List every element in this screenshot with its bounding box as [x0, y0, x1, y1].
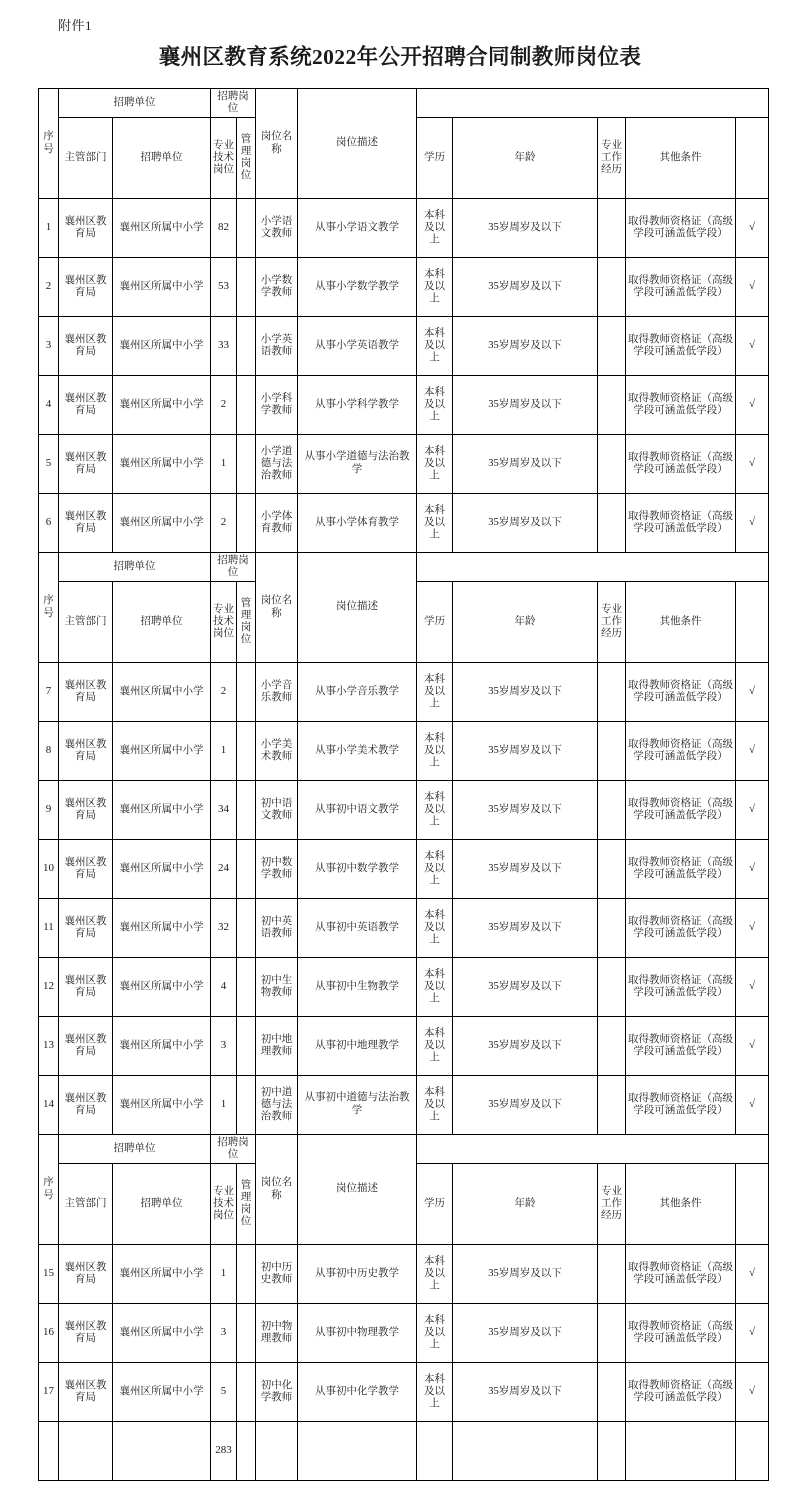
cell-no: 16 [39, 1304, 59, 1363]
table-row [39, 899, 769, 958]
cell-teacher-type: √ [736, 376, 769, 435]
cell-no: 17 [39, 1363, 59, 1422]
table-row [39, 199, 769, 258]
table-row [39, 663, 769, 722]
cell-job-name: 初中语文教师 [256, 781, 298, 840]
cell-job-desc: 从事小学美术教学 [298, 722, 417, 781]
cell-age: 35岁周岁及以下 [453, 199, 598, 258]
cell-experience [598, 1304, 626, 1363]
cell-job-desc: 从事小学语文教学 [298, 199, 417, 258]
cell-age: 35岁周岁及以下 [453, 1245, 598, 1304]
cell-age: 35岁周岁及以下 [453, 899, 598, 958]
cell-dept: 襄州区教育局 [59, 1304, 113, 1363]
cell-unit: 襄州区所属中小学 [113, 781, 211, 840]
cell-mgmt-count [237, 840, 256, 899]
cell-experience [598, 663, 626, 722]
cell-dept: 襄州区教育局 [59, 840, 113, 899]
table-row [39, 1363, 769, 1422]
total-age [453, 1422, 598, 1481]
cell-dept: 襄州区教育局 [59, 958, 113, 1017]
cell-education: 本科及以上 [417, 840, 453, 899]
cell-job-desc: 从事初中语文教学 [298, 781, 417, 840]
cell-no: 4 [39, 376, 59, 435]
header-unit: 招聘单位 [113, 118, 211, 199]
cell-education: 本科及以上 [417, 958, 453, 1017]
cell-mgmt-count [237, 1245, 256, 1304]
cell-no: 10 [39, 840, 59, 899]
header-unit: 招聘单位 [113, 1164, 211, 1245]
cell-no: 15 [39, 1245, 59, 1304]
cell-tech-count: 33 [211, 317, 237, 376]
header-tech-post: 专业技术岗位 [211, 582, 237, 663]
cell-job-desc: 从事初中物理教学 [298, 1304, 417, 1363]
cell-education: 本科及以上 [417, 1304, 453, 1363]
cell-job-name: 初中地理教师 [256, 1017, 298, 1076]
cell-other: 取得教师资格证（高级学段可涵盖低学段） [626, 1076, 736, 1135]
cell-no: 9 [39, 781, 59, 840]
cell-age: 35岁周岁及以下 [453, 1076, 598, 1135]
cell-job-desc: 从事小学英语教学 [298, 317, 417, 376]
cell-dept: 襄州区教育局 [59, 1245, 113, 1304]
cell-experience [598, 840, 626, 899]
cell-education: 本科及以上 [417, 722, 453, 781]
header-other: 其他条件 [626, 118, 736, 199]
cell-job-name: 初中化学教师 [256, 1363, 298, 1422]
header-mgmt-post: 管理岗位 [237, 582, 256, 663]
cell-experience [598, 494, 626, 553]
table-row [39, 958, 769, 1017]
cell-unit: 襄州区所属中小学 [113, 435, 211, 494]
cell-age: 35岁周岁及以下 [453, 663, 598, 722]
cell-unit: 襄州区所属中小学 [113, 1363, 211, 1422]
cell-other: 取得教师资格证（高级学段可涵盖低学段） [626, 317, 736, 376]
cell-other: 取得教师资格证（高级学段可涵盖低学段） [626, 722, 736, 781]
cell-unit: 襄州区所属中小学 [113, 1076, 211, 1135]
cell-no: 3 [39, 317, 59, 376]
cell-other: 取得教师资格证（高级学段可涵盖低学段） [626, 1245, 736, 1304]
cell-no: 2 [39, 258, 59, 317]
cell-tech-count: 1 [211, 435, 237, 494]
cell-experience [598, 258, 626, 317]
cell-tech-count: 4 [211, 958, 237, 1017]
table-row [39, 258, 769, 317]
table-row [39, 494, 769, 553]
header-tech-post: 专业技术岗位 [211, 1164, 237, 1245]
cell-mgmt-count [237, 1363, 256, 1422]
cell-teacher-type: √ [736, 1304, 769, 1363]
cell-experience [598, 435, 626, 494]
cell-tech-count: 1 [211, 722, 237, 781]
cell-no: 7 [39, 663, 59, 722]
cell-mgmt-count [237, 376, 256, 435]
cell-no: 5 [39, 435, 59, 494]
cell-mgmt-count [237, 258, 256, 317]
header-spacer [417, 89, 769, 118]
total-teacher-type [736, 1422, 769, 1481]
cell-no: 11 [39, 899, 59, 958]
cell-teacher-type: √ [736, 663, 769, 722]
cell-experience [598, 1017, 626, 1076]
cell-no: 1 [39, 199, 59, 258]
cell-experience [598, 199, 626, 258]
cell-tech-count: 3 [211, 1017, 237, 1076]
table-row [39, 722, 769, 781]
table-row [39, 1304, 769, 1363]
header-group-post: 招聘岗位 [211, 1135, 256, 1164]
total-job-desc [298, 1422, 417, 1481]
cell-unit: 襄州区所属中小学 [113, 494, 211, 553]
cell-dept: 襄州区教育局 [59, 1017, 113, 1076]
cell-unit: 襄州区所属中小学 [113, 722, 211, 781]
header-group-unit: 招聘单位 [59, 1135, 211, 1164]
cell-dept: 襄州区教育局 [59, 663, 113, 722]
cell-mgmt-count [237, 1304, 256, 1363]
cell-dept: 襄州区教育局 [59, 494, 113, 553]
cell-teacher-type: √ [736, 1363, 769, 1422]
cell-other: 取得教师资格证（高级学段可涵盖低学段） [626, 1363, 736, 1422]
cell-experience [598, 781, 626, 840]
cell-other: 取得教师资格证（高级学段可涵盖低学段） [626, 1017, 736, 1076]
cell-job-desc: 从事初中化学教学 [298, 1363, 417, 1422]
header-dept: 主管部门 [59, 118, 113, 199]
cell-teacher-type: √ [736, 781, 769, 840]
cell-mgmt-count [237, 781, 256, 840]
cell-job-name: 小学语文教师 [256, 199, 298, 258]
header-job-desc: 岗位描述 [298, 1135, 417, 1245]
header-no: 序号 [39, 1135, 59, 1245]
table-row [39, 1076, 769, 1135]
cell-unit: 襄州区所属中小学 [113, 1304, 211, 1363]
cell-tech-count: 1 [211, 1245, 237, 1304]
cell-no: 13 [39, 1017, 59, 1076]
header-job-name: 岗位名称 [256, 553, 298, 663]
cell-education: 本科及以上 [417, 1363, 453, 1422]
cell-job-desc: 从事小学体育教学 [298, 494, 417, 553]
cell-mgmt-count [237, 958, 256, 1017]
page-title: 襄州区教育系统2022年公开招聘合同制教师岗位表 [158, 45, 642, 69]
table-row [39, 781, 769, 840]
cell-mgmt-count [237, 199, 256, 258]
cell-dept: 襄州区教育局 [59, 435, 113, 494]
cell-no: 12 [39, 958, 59, 1017]
cell-tech-count: 5 [211, 1363, 237, 1422]
cell-dept: 襄州区教育局 [59, 899, 113, 958]
cell-dept: 襄州区教育局 [59, 722, 113, 781]
table-row [39, 840, 769, 899]
cell-education: 本科及以上 [417, 899, 453, 958]
cell-other: 取得教师资格证（高级学段可涵盖低学段） [626, 840, 736, 899]
cell-unit: 襄州区所属中小学 [113, 1245, 211, 1304]
total-other [626, 1422, 736, 1481]
header-education: 学历 [417, 582, 453, 663]
total-job-name [256, 1422, 298, 1481]
cell-other: 取得教师资格证（高级学段可涵盖低学段） [626, 781, 736, 840]
header-age: 年龄 [453, 118, 598, 199]
cell-tech-count: 32 [211, 899, 237, 958]
cell-education: 本科及以上 [417, 1245, 453, 1304]
cell-job-name: 小学音乐教师 [256, 663, 298, 722]
header-group-post: 招聘岗位 [211, 553, 256, 582]
cell-job-desc: 从事初中数学教学 [298, 840, 417, 899]
cell-mgmt-count [237, 435, 256, 494]
cell-teacher-type: √ [736, 840, 769, 899]
cell-unit: 襄州区所属中小学 [113, 958, 211, 1017]
cell-dept: 襄州区教育局 [59, 781, 113, 840]
table-row [39, 1245, 769, 1304]
cell-age: 35岁周岁及以下 [453, 1363, 598, 1422]
cell-other: 取得教师资格证（高级学段可涵盖低学段） [626, 258, 736, 317]
cell-dept: 襄州区教育局 [59, 1363, 113, 1422]
total-unit [113, 1422, 211, 1481]
cell-dept: 襄州区教育局 [59, 258, 113, 317]
header-experience: 专业工作经历 [598, 1164, 626, 1245]
header-dept: 主管部门 [59, 582, 113, 663]
table-row [39, 1017, 769, 1076]
cell-job-name: 小学数学教师 [256, 258, 298, 317]
cell-job-desc: 从事小学科学教学 [298, 376, 417, 435]
cell-unit: 襄州区所属中小学 [113, 317, 211, 376]
cell-job-name: 小学英语教师 [256, 317, 298, 376]
cell-age: 35岁周岁及以下 [453, 258, 598, 317]
table-total-row [39, 1422, 769, 1481]
cell-mgmt-count [237, 1017, 256, 1076]
cell-unit: 襄州区所属中小学 [113, 840, 211, 899]
cell-no: 6 [39, 494, 59, 553]
table-row [39, 376, 769, 435]
cell-job-name: 初中历史教师 [256, 1245, 298, 1304]
cell-unit: 襄州区所属中小学 [113, 199, 211, 258]
header-tech-post: 专业技术岗位 [211, 118, 237, 199]
cell-teacher-type: √ [736, 899, 769, 958]
header-education: 学历 [417, 1164, 453, 1245]
header-mgmt-post: 管理岗位 [237, 118, 256, 199]
cell-teacher-type: √ [736, 258, 769, 317]
cell-job-name: 初中道德与法治教师 [256, 1076, 298, 1135]
header-experience: 专业工作经历 [598, 582, 626, 663]
cell-mgmt-count [237, 663, 256, 722]
header-age: 年龄 [453, 1164, 598, 1245]
cell-education: 本科及以上 [417, 199, 453, 258]
cell-age: 35岁周岁及以下 [453, 435, 598, 494]
cell-tech-count: 34 [211, 781, 237, 840]
cell-other: 取得教师资格证（高级学段可涵盖低学段） [626, 376, 736, 435]
total-education [417, 1422, 453, 1481]
header-other: 其他条件 [626, 582, 736, 663]
cell-dept: 襄州区教育局 [59, 317, 113, 376]
cell-job-name: 初中物理教师 [256, 1304, 298, 1363]
header-group-unit: 招聘单位 [59, 89, 211, 118]
header-mgmt-post: 管理岗位 [237, 1164, 256, 1245]
header-dept: 主管部门 [59, 1164, 113, 1245]
cell-experience [598, 376, 626, 435]
cell-education: 本科及以上 [417, 258, 453, 317]
table-header-row-top [39, 1135, 769, 1164]
cell-no: 14 [39, 1076, 59, 1135]
cell-other: 取得教师资格证（高级学段可涵盖低学段） [626, 958, 736, 1017]
header-spacer [417, 553, 769, 582]
cell-education: 本科及以上 [417, 663, 453, 722]
header-no: 序号 [39, 89, 59, 199]
cell-other: 取得教师资格证（高级学段可涵盖低学段） [626, 899, 736, 958]
header-education: 学历 [417, 118, 453, 199]
cell-mgmt-count [237, 317, 256, 376]
total-no [39, 1422, 59, 1481]
cell-teacher-type: √ [736, 722, 769, 781]
cell-unit: 襄州区所属中小学 [113, 376, 211, 435]
cell-age: 35岁周岁及以下 [453, 1304, 598, 1363]
cell-job-desc: 从事初中历史教学 [298, 1245, 417, 1304]
cell-age: 35岁周岁及以下 [453, 494, 598, 553]
cell-mgmt-count [237, 722, 256, 781]
cell-age: 35岁周岁及以下 [453, 958, 598, 1017]
cell-tech-count: 24 [211, 840, 237, 899]
header-no: 序号 [39, 553, 59, 663]
header-other: 其他条件 [626, 1164, 736, 1245]
cell-job-name: 初中数学教师 [256, 840, 298, 899]
cell-unit: 襄州区所属中小学 [113, 1017, 211, 1076]
header-age: 年龄 [453, 582, 598, 663]
cell-mgmt-count [237, 1076, 256, 1135]
cell-tech-count: 2 [211, 376, 237, 435]
total-experience [598, 1422, 626, 1481]
cell-age: 35岁周岁及以下 [453, 317, 598, 376]
table-row [39, 317, 769, 376]
cell-dept: 襄州区教育局 [59, 199, 113, 258]
cell-age: 35岁周岁及以下 [453, 840, 598, 899]
cell-experience [598, 1363, 626, 1422]
header-job-name: 岗位名称 [256, 1135, 298, 1245]
cell-experience [598, 958, 626, 1017]
cell-job-name: 初中生物教师 [256, 958, 298, 1017]
header-experience: 专业工作经历 [598, 118, 626, 199]
cell-other: 取得教师资格证（高级学段可涵盖低学段） [626, 494, 736, 553]
cell-tech-count: 2 [211, 663, 237, 722]
cell-other: 取得教师资格证（高级学段可涵盖低学段） [626, 199, 736, 258]
table-header-row-top [39, 553, 769, 582]
cell-other: 取得教师资格证（高级学段可涵盖低学段） [626, 663, 736, 722]
header-spacer [417, 1135, 769, 1164]
header-job-name: 岗位名称 [256, 89, 298, 199]
cell-job-desc: 从事初中地理教学 [298, 1017, 417, 1076]
cell-job-desc: 从事小学数学教学 [298, 258, 417, 317]
cell-age: 35岁周岁及以下 [453, 376, 598, 435]
cell-no: 8 [39, 722, 59, 781]
cell-tech-count: 3 [211, 1304, 237, 1363]
header-job-desc: 岗位描述 [298, 89, 417, 199]
cell-dept: 襄州区教育局 [59, 376, 113, 435]
cell-tech-count: 1 [211, 1076, 237, 1135]
cell-mgmt-count [237, 899, 256, 958]
cell-job-desc: 从事初中生物教学 [298, 958, 417, 1017]
cell-experience [598, 1076, 626, 1135]
cell-teacher-type: √ [736, 958, 769, 1017]
cell-job-desc: 从事小学道德与法治教学 [298, 435, 417, 494]
cell-job-desc: 从事初中道德与法治教学 [298, 1076, 417, 1135]
cell-unit: 襄州区所属中小学 [113, 899, 211, 958]
cell-job-desc: 从事初中英语教学 [298, 899, 417, 958]
cell-education: 本科及以上 [417, 781, 453, 840]
cell-other: 取得教师资格证（高级学段可涵盖低学段） [626, 435, 736, 494]
cell-teacher-type: √ [736, 1245, 769, 1304]
cell-job-name: 初中英语教师 [256, 899, 298, 958]
cell-unit: 襄州区所属中小学 [113, 663, 211, 722]
table-header-row-top [39, 89, 769, 118]
cell-job-desc: 从事小学音乐教学 [298, 663, 417, 722]
cell-teacher-type: √ [736, 317, 769, 376]
total-dept [59, 1422, 113, 1481]
cell-other: 取得教师资格证（高级学段可涵盖低学段） [626, 1304, 736, 1363]
cell-tech-count: 53 [211, 258, 237, 317]
header-group-unit: 招聘单位 [59, 553, 211, 582]
cell-tech-count: 82 [211, 199, 237, 258]
total-mgmt-count [237, 1422, 256, 1481]
cell-age: 35岁周岁及以下 [453, 722, 598, 781]
cell-experience [598, 317, 626, 376]
cell-job-name: 小学美术教师 [256, 722, 298, 781]
cell-education: 本科及以上 [417, 1017, 453, 1076]
cell-teacher-type: √ [736, 494, 769, 553]
attachment-label: 附件1 [58, 18, 93, 33]
header-job-desc: 岗位描述 [298, 553, 417, 663]
cell-education: 本科及以上 [417, 1076, 453, 1135]
cell-teacher-type: √ [736, 199, 769, 258]
header-unit: 招聘单位 [113, 582, 211, 663]
cell-unit: 襄州区所属中小学 [113, 258, 211, 317]
cell-age: 35岁周岁及以下 [453, 1017, 598, 1076]
cell-job-name: 小学科学教师 [256, 376, 298, 435]
cell-tech-count: 2 [211, 494, 237, 553]
cell-job-name: 小学体育教师 [256, 494, 298, 553]
cell-education: 本科及以上 [417, 376, 453, 435]
cell-experience [598, 899, 626, 958]
header-group-post: 招聘岗位 [211, 89, 256, 118]
cell-mgmt-count [237, 494, 256, 553]
recruitment-jobs-table [38, 88, 769, 1481]
cell-teacher-type: √ [736, 1017, 769, 1076]
cell-education: 本科及以上 [417, 494, 453, 553]
cell-education: 本科及以上 [417, 435, 453, 494]
cell-dept: 襄州区教育局 [59, 1076, 113, 1135]
total-tech-count: 283 [211, 1422, 237, 1481]
cell-teacher-type: √ [736, 1076, 769, 1135]
cell-age: 35岁周岁及以下 [453, 781, 598, 840]
cell-education: 本科及以上 [417, 317, 453, 376]
cell-job-name: 小学道德与法治教师 [256, 435, 298, 494]
cell-experience [598, 1245, 626, 1304]
table-row [39, 435, 769, 494]
cell-teacher-type: √ [736, 435, 769, 494]
cell-experience [598, 722, 626, 781]
